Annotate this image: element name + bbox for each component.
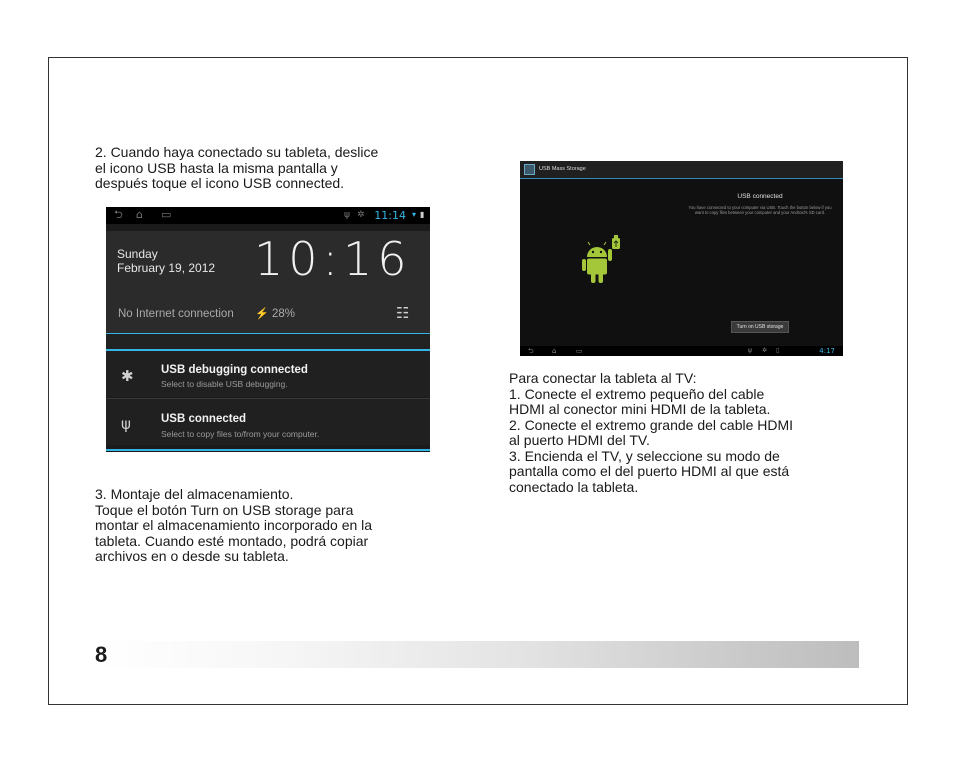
usb-icon: ψ <box>121 415 131 433</box>
tv-line: al puerto HDMI del TV. <box>509 432 650 448</box>
app-icon <box>524 164 535 175</box>
debug-status-icon: ✲ <box>357 210 365 220</box>
android-debug-icon: ✱ <box>121 367 134 385</box>
usb-status-icon: ψ <box>748 347 752 354</box>
sd-card-icon: ▯ <box>776 347 780 354</box>
turn-on-usb-storage-button[interactable]: Turn on USB storage <box>731 321 789 333</box>
step3-line: Toque el botón Turn on USB storage para <box>95 501 354 518</box>
tv-paragraph <box>509 371 793 495</box>
status-time: 11:14 <box>374 209 406 222</box>
battery-charging-icon: ⚡ <box>255 308 269 320</box>
usb-description <box>680 205 840 215</box>
notification-subtitle: Select to copy files to/from your computer. <box>161 429 320 439</box>
tv-line: HDMI al conector mini HDMI de la tableta. <box>509 401 771 417</box>
notification-shade-screenshot <box>106 207 430 452</box>
notification-title: USB debugging connected <box>161 364 308 376</box>
home-icon: ⌂ <box>552 347 557 355</box>
settings-sliders-icon[interactable]: ☷ <box>396 304 410 322</box>
step3-line: 3. Montaje del almacenamiento. <box>95 486 294 502</box>
recent-apps-icon: ▭ <box>576 347 583 355</box>
action-bar <box>520 161 843 179</box>
system-bar <box>520 346 843 356</box>
status-time: 4:17 <box>819 347 835 355</box>
page-number-bar <box>95 641 859 668</box>
tv-line: conectado la tableta. <box>509 478 639 495</box>
debug-status-icon: ✲ <box>762 347 768 354</box>
step3-line: archivos en o desde su tableta. <box>95 548 289 564</box>
wifi-icon: ▾ <box>412 210 417 219</box>
home-icon: ⌂ <box>136 208 143 221</box>
android-robot-icon <box>582 235 622 289</box>
tv-line: 1. Conecte el extremo pequeño del cable <box>509 385 765 402</box>
usb-heading: USB connected <box>737 193 783 200</box>
usb-mass-storage-screenshot <box>520 161 843 356</box>
back-icon: ⮌ <box>114 208 123 221</box>
usb-description-line: You have connected to your computer via USB. Touch the button below if you <box>688 205 832 210</box>
system-bar <box>106 207 430 224</box>
battery-icon: ▮ <box>420 210 425 219</box>
day-label: Sunday <box>117 247 158 261</box>
date-label: February 19, 2012 <box>117 261 216 275</box>
back-icon: ⮌ <box>528 347 534 355</box>
battery-percent: 28% <box>272 308 296 320</box>
tv-line: pantalla como el del puerto HDMI al que está <box>509 463 790 479</box>
usb-status-icon: ψ <box>344 210 350 220</box>
clock: 10:16 <box>254 232 412 286</box>
page-number: 8 <box>95 642 108 667</box>
recent-apps-icon: ▭ <box>161 208 172 221</box>
network-status: No Internet connection <box>118 308 234 320</box>
step2-line: el icono USB hasta la misma pantalla y <box>95 159 338 176</box>
tv-line: Para conectar la tableta al TV: <box>509 370 697 386</box>
step3-line: tableta. Cuando esté montado, podrá copiar <box>95 532 369 549</box>
usb-description-line: want to copy files between your computer and your Android's SD card. <box>694 210 826 216</box>
divider <box>106 449 430 451</box>
step2-line: 2. Cuando haya conectado su tableta, deslice <box>95 144 379 160</box>
step2-line: después toque el icono USB connected. <box>95 175 345 191</box>
shade-gap <box>106 334 430 350</box>
step3-line: montar el almacenamiento incorporado en la <box>95 517 373 533</box>
app-title: USB Mass Storage <box>539 166 586 172</box>
step2-paragraph <box>95 145 378 192</box>
step3-paragraph <box>95 487 372 565</box>
notification-subtitle: Select to disable USB debugging. <box>161 379 288 389</box>
tv-line: 3. Encienda el TV, y seleccione su modo de <box>509 447 780 464</box>
notification-title: USB connected <box>161 413 246 425</box>
tv-line: 2. Conecte el extremo grande del cable HDMI <box>509 416 794 433</box>
